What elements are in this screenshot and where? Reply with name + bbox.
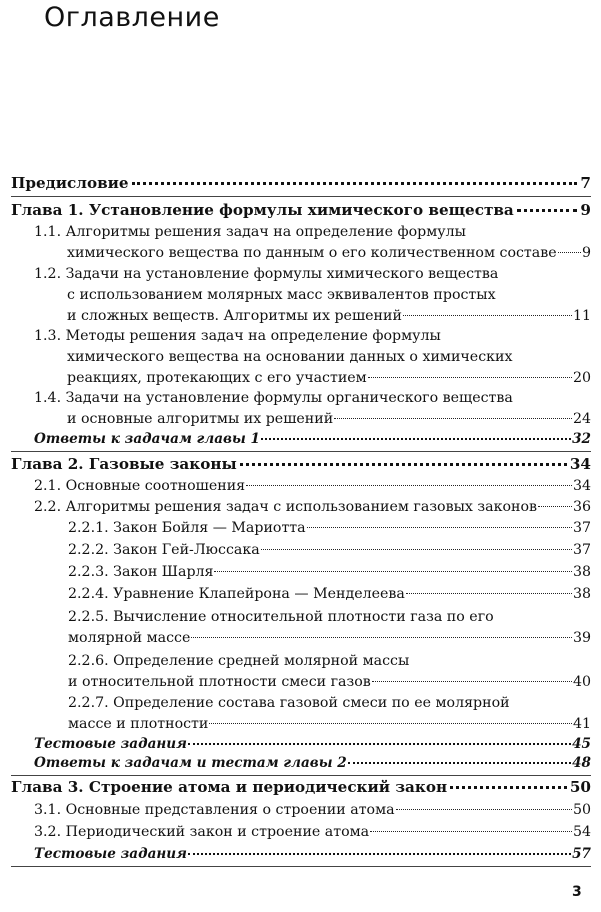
- toc-entry-title: Ответы к задачам и тестам главы 2: [34, 755, 347, 771]
- leader-dots: [558, 252, 581, 253]
- toc-entry-page: 38: [572, 564, 591, 580]
- leader-dots: [307, 527, 572, 528]
- toc-section-1-3[interactable]: [34, 326, 591, 389]
- leader-dots: [403, 315, 572, 316]
- page-title: Оглавление: [44, 2, 220, 33]
- toc-entry-page: 34: [572, 478, 591, 494]
- toc-entry-page: 39: [572, 630, 591, 646]
- toc-tests-chapter-2[interactable]: [34, 734, 591, 755]
- leader-dots: [334, 418, 572, 419]
- toc-entry-page: 54: [572, 824, 591, 840]
- toc-chapter-page: 50: [569, 778, 591, 796]
- leader-dots: [368, 377, 572, 378]
- leader-dots: [517, 209, 578, 212]
- toc-entry-title: Тестовые задания: [34, 736, 187, 752]
- toc-entry-line: молярной массе: [68, 630, 191, 646]
- leader-dots: [188, 743, 571, 745]
- toc-subsection-2-2-7[interactable]: [68, 693, 591, 735]
- toc-entry-title: 2.2.4. Уравнение Клапейрона — Менделеева: [68, 586, 405, 602]
- toc-subsection-2-2-3[interactable]: [68, 562, 591, 583]
- leader-dots: [209, 723, 572, 724]
- leader-dots: [406, 593, 572, 594]
- toc-section-1-2[interactable]: [34, 264, 591, 327]
- toc-entry-line: 1.1. Алгоритмы решения задач на определение формулы: [34, 224, 466, 240]
- toc-entry-title: 3.2. Периодический закон и строение атома: [34, 824, 370, 840]
- toc-entry-title: 2.1. Основные соотношения: [34, 478, 246, 494]
- toc-entry-title: 2.2.1. Закон Бойля — Мариотта: [68, 520, 306, 536]
- leader-dots: [132, 182, 578, 185]
- toc-answers-chapter-1[interactable]: [34, 429, 591, 450]
- leader-dots: [396, 809, 572, 810]
- toc-entry-page: 7: [580, 174, 591, 192]
- toc-section-1-4[interactable]: [34, 388, 591, 430]
- toc-entry-line: и сложных веществ. Алгоритмы их решений: [67, 308, 402, 324]
- toc-entry-page: 38: [572, 586, 591, 602]
- toc-chapter-title: Глава 1. Установление формулы химического вещества: [11, 201, 514, 219]
- toc-entry-line: 2.2.5. Вычисление относительной плотности газа по его: [68, 609, 494, 625]
- toc-chapter-1[interactable]: [11, 200, 591, 221]
- toc-chapter-title: Глава 2. Газовые законы: [11, 455, 237, 473]
- toc-chapter-3[interactable]: [11, 777, 591, 798]
- leader-dots: [188, 853, 571, 855]
- toc-entry-title: Ответы к задачам главы 1: [34, 431, 260, 447]
- toc-subsection-2-2-6[interactable]: [68, 651, 591, 693]
- toc-entry-preface[interactable]: [11, 173, 591, 194]
- toc-entry-title: Предисловие: [11, 174, 129, 192]
- toc-subsection-2-2-5[interactable]: [68, 607, 591, 649]
- toc-entry-page: 32: [572, 431, 591, 447]
- toc-entry-line: 2.2.7. Определение состава газовой смеси по ее молярной: [68, 695, 510, 711]
- toc-entry-line: химического вещества по данным о его количественном составе: [67, 245, 557, 261]
- leader-dots: [370, 831, 572, 832]
- toc-section-3-1[interactable]: [34, 800, 591, 821]
- toc-entry-line: с использованием молярных масс эквивалентов простых: [67, 287, 496, 303]
- toc-entry-title: 2.2.3. Закон Шарля: [68, 564, 214, 580]
- toc-entry-line: и основные алгоритмы их решений: [67, 411, 334, 427]
- toc-tests-chapter-3[interactable]: [34, 844, 591, 865]
- toc-entry-page: 50: [572, 802, 591, 818]
- toc-entry-page: 37: [572, 520, 591, 536]
- separator-line: [11, 451, 591, 452]
- toc-entry-page: 24: [572, 411, 591, 427]
- toc-entry-line: химического вещества на основании данных о химических: [67, 349, 513, 365]
- toc-entry-page: 45: [572, 736, 591, 752]
- toc-entry-line: и относительной плотности смеси газов: [68, 674, 371, 690]
- toc-entry-page: 48: [572, 755, 591, 771]
- leader-dots: [372, 681, 572, 682]
- leader-dots: [191, 637, 572, 638]
- toc-chapter-2[interactable]: [11, 454, 591, 475]
- toc-chapter-page: 34: [569, 455, 591, 473]
- toc-entry-line: реакциях, протекающих с его участием: [67, 370, 367, 386]
- leader-dots: [214, 571, 571, 572]
- separator-line: [11, 866, 591, 867]
- toc-section-1-1[interactable]: [34, 222, 591, 264]
- toc-subsection-2-2-2[interactable]: [68, 540, 591, 561]
- toc-entry-page: 20: [572, 370, 591, 386]
- toc-section-2-1[interactable]: [34, 476, 591, 497]
- leader-dots: [240, 463, 567, 466]
- toc-section-2-2[interactable]: [34, 497, 591, 518]
- toc-entry-line: массе и плотности: [68, 716, 209, 732]
- toc-entry-page: 37: [572, 542, 591, 558]
- toc-entry-line: 1.2. Задачи на установление формулы химического вещества: [34, 266, 499, 282]
- leader-dots: [261, 438, 571, 440]
- toc-entry-line: 2.2.6. Определение средней молярной массы: [68, 653, 410, 669]
- toc-entry-page: 9: [581, 245, 591, 261]
- toc-entry-line: 1.4. Задачи на установление формулы органического вещества: [34, 390, 513, 406]
- toc-entry-page: 36: [572, 499, 591, 515]
- toc-chapter-page: 9: [580, 201, 591, 219]
- toc-answers-chapter-2[interactable]: [34, 753, 591, 774]
- toc-entry-title: Тестовые задания: [34, 846, 187, 862]
- toc-entry-title: 2.2. Алгоритмы решения задач с использованием газовых законов: [34, 499, 537, 515]
- toc-entry-page: 11: [572, 308, 591, 324]
- leader-dots: [538, 506, 572, 507]
- toc-entry-page: 57: [572, 846, 591, 862]
- leader-dots: [450, 786, 567, 789]
- toc-entry-line: 1.3. Методы решения задач на определение формулы: [34, 328, 441, 344]
- toc-entry-title: 3.1. Основные представления о строении атома: [34, 802, 395, 818]
- separator-line: [11, 196, 591, 197]
- toc-subsection-2-2-1[interactable]: [68, 518, 591, 539]
- toc-entry-page: 41: [572, 716, 591, 732]
- toc-entry-page: 40: [572, 674, 591, 690]
- toc-subsection-2-2-4[interactable]: [68, 584, 591, 605]
- page-number: 3: [572, 884, 582, 900]
- separator-line: [11, 775, 591, 776]
- toc-section-3-2[interactable]: [34, 822, 591, 843]
- toc-chapter-title: Глава 3. Строение атома и периодический закон: [11, 778, 448, 796]
- leader-dots: [261, 549, 572, 550]
- toc-entry-title: 2.2.2. Закон Гей-Люссака: [68, 542, 260, 558]
- leader-dots: [246, 485, 572, 486]
- leader-dots: [348, 762, 571, 764]
